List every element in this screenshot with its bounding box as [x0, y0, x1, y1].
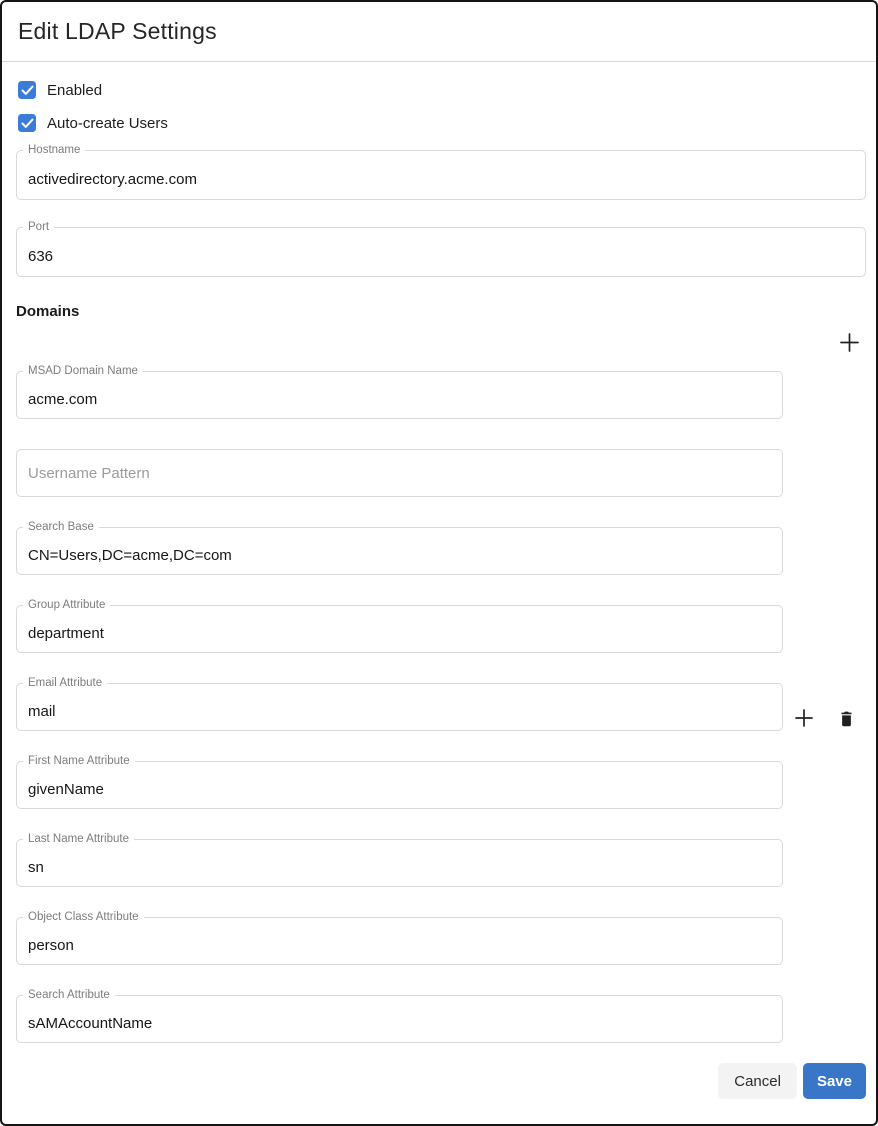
auto-create-users-checkbox-row	[18, 114, 866, 132]
object-class-attribute-row	[16, 911, 866, 965]
hostname-field	[16, 144, 866, 200]
msad-domain-name-label: MSAD Domain Name	[23, 364, 143, 378]
save-button[interactable]: Save	[803, 1063, 866, 1099]
object-class-attribute-label: Object Class Attribute	[23, 910, 144, 924]
group-attribute-row	[16, 599, 866, 653]
check-icon	[21, 85, 34, 96]
port-field-label: Port	[23, 220, 54, 234]
last-name-attribute-row	[16, 833, 866, 887]
row-spacer	[783, 527, 866, 575]
footer-actions	[16, 1063, 866, 1099]
msad-domain-name-row	[16, 365, 866, 419]
first-name-attribute-row	[16, 755, 866, 809]
dialog-body	[2, 62, 876, 1099]
cancel-button[interactable]: Cancel	[718, 1063, 797, 1099]
search-base-field	[16, 521, 783, 575]
group-attribute-field	[16, 599, 783, 653]
email-attribute-field	[16, 677, 783, 731]
check-icon	[21, 118, 34, 129]
email-attribute-row	[16, 677, 866, 731]
delete-domain-button[interactable]	[839, 710, 854, 727]
search-base-row	[16, 521, 866, 575]
domain-actions	[783, 683, 866, 731]
search-attribute-input[interactable]	[16, 995, 783, 1043]
domains-section-title: Domains	[16, 303, 80, 320]
plus-icon	[840, 333, 859, 352]
row-spacer	[783, 761, 866, 809]
first-name-attribute-label: First Name Attribute	[23, 754, 135, 768]
enabled-checkbox-row	[18, 81, 866, 99]
enabled-checkbox[interactable]	[18, 81, 36, 99]
dialog-header	[2, 2, 876, 62]
auto-create-users-checkbox[interactable]	[18, 114, 36, 132]
add-domain-row	[16, 333, 866, 353]
last-name-attribute-label: Last Name Attribute	[23, 832, 134, 846]
row-spacer	[783, 371, 866, 419]
email-attribute-label: Email Attribute	[23, 676, 107, 690]
object-class-attribute-field	[16, 911, 783, 965]
username-pattern-input[interactable]	[16, 449, 783, 497]
row-spacer	[783, 995, 866, 1043]
msad-domain-name-field	[16, 365, 783, 419]
group-attribute-input[interactable]	[16, 605, 783, 653]
add-domain-button[interactable]	[840, 333, 859, 353]
add-attribute-button[interactable]	[795, 709, 813, 727]
auto-create-users-checkbox-label: Auto-create Users	[47, 114, 168, 132]
search-base-label: Search Base	[23, 520, 99, 534]
row-spacer	[783, 917, 866, 965]
hostname-input[interactable]	[16, 150, 866, 200]
first-name-attribute-field	[16, 755, 783, 809]
search-attribute-row	[16, 989, 866, 1043]
object-class-attribute-input[interactable]	[16, 917, 783, 965]
email-attribute-input[interactable]	[16, 683, 783, 731]
port-field	[16, 221, 866, 277]
page-title: Edit LDAP Settings	[18, 18, 217, 44]
enabled-checkbox-label: Enabled	[47, 81, 103, 99]
first-name-attribute-input[interactable]	[16, 761, 783, 809]
hostname-field-label: Hostname	[23, 143, 85, 157]
search-attribute-field	[16, 989, 783, 1043]
last-name-attribute-field	[16, 833, 783, 887]
group-attribute-label: Group Attribute	[23, 598, 110, 612]
trash-icon	[839, 710, 854, 727]
search-base-input[interactable]	[16, 527, 783, 575]
port-input[interactable]	[16, 227, 866, 277]
last-name-attribute-input[interactable]	[16, 839, 783, 887]
row-spacer	[783, 605, 866, 653]
msad-domain-name-input[interactable]	[16, 371, 783, 419]
username-pattern-row	[16, 449, 866, 497]
row-spacer	[783, 839, 866, 887]
search-attribute-label: Search Attribute	[23, 988, 115, 1002]
row-spacer	[783, 449, 866, 497]
username-pattern-field	[16, 449, 783, 497]
plus-icon	[795, 709, 813, 727]
